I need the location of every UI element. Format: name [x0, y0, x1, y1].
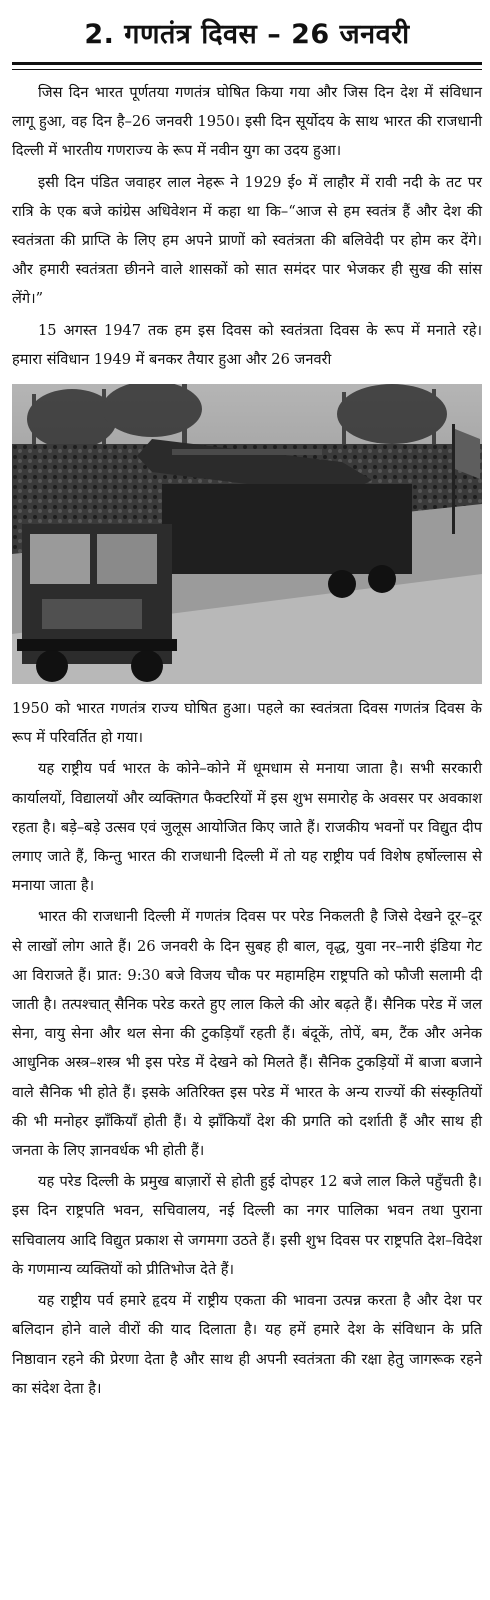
- paragraph-7: यह परेड दिल्ली के प्रमुख बाज़ारों से होती हुई दोपहर 12 बजे लाल किले पहुँचती है। इस दिन राष्ट्रपति भवन, सचिवालय, नई दिल्ली का नगर पालिका भवन तथा पुराना सचिवालय आदि विद्युत प्रकाश से जगमगा उठते हैं। इसी शुभ दिवस पर राष्ट्रपति देश–विदेश के गणमान्य व्यक्तियों को प्रीतिभोज देते हैं।: [12, 1173, 482, 1278]
- title-rule-thin: [12, 69, 482, 70]
- paragraph-4: 1950 को भारत गणतंत्र राज्य घोषित हुआ। पहले का स्वतंत्रता दिवस गणतंत्र दिवस के रूप में परिवर्तित हो गया।: [12, 700, 482, 747]
- paragraph-6: भारत की राजधानी दिल्ली में गणतंत्र दिवस पर परेड निकलती है जिसे देखने दूर–दूर से लाखों लोग आते हैं। 26 जनवरी के दिन सुबह ही बाल, वृद्ध, युवा नर–नारी इंडिया गेट आ विराजते हैं। प्रात: 9:30 बजे विजय चौक पर महामहिम राष्ट्रपति को फौजी सलामी दी जाती है। तत्पश्चात् सैनिक परेड करते हुए लाल किले की ओर बढ़ते हैं। सैनिक परेड में जल सेना, वायु सेना और थल सेना की टुकड़ियाँ रहती हैं। बंदूकें, तोपें, बम, टैंक और अनेक आधुनिक अस्त्र–शस्त्र भी इस परेड में देखने को मिलते हैं। सैनिक टुकड़ियों में बाजा बजाने वाले सैनिक भी होते हैं। इसके अतिरिक्त इस परेड में भारत के अन्य राज्यों की संस्कृतियों की भी मनोहर झाँकियाँ होती हैं। ये झाँकियाँ देश की प्रगति को दर्शाती हैं और साथ ही जनता के लिए ज्ञानवर्धक भी होती हैं।: [12, 908, 482, 1160]
- paragraph-1: जिस दिन भारत पूर्णतया गणतंत्र घोषित किया गया और जिस दिन देश में संविधान लागू हुआ, वह दिन है–26 जनवरी 1950। इसी दिन सूर्योदय के साथ भारत की राजधानी दिल्ली में भारतीय गणराज्य के रूप में नवीन युग का उदय हुआ।: [12, 84, 482, 160]
- essay-title: 2. गणतंत्र दिवस – 26 जनवरी: [84, 19, 410, 50]
- paragraph-5: यह राष्ट्रीय पर्व भारत के कोने–कोने में धूमधाम से मनाया जाता है। सभी सरकारी कार्यालयों, विद्यालयों और व्यक्तिगत फैक्टरियों में इस शुभ समारोह के अवसर पर अवकाश रहता है। बड़े–बड़े उत्सव एवं जुलूस आयोजित किए जाते हैं। राजकीय भवनों पर विद्युत दीप लगाए जाते हैं, किन्तु भारत की राजधानी दिल्ली में तो यह राष्ट्रीय पर्व विशेष हर्षोल्लास से मनाया जाता है।: [12, 760, 482, 895]
- paragraph-3: 15 अगस्त 1947 तक हम इस दिवस को स्वतंत्रता दिवस के रूप में मनाते रहे। हमारा संविधान 1949 में बनकर तैयार हुआ और 26 जनवरी: [12, 321, 482, 368]
- paragraph-2: इसी दिन पंडित जवाहर लाल नेहरू ने 1929 ई० में लाहौर में रावी नदी के तट पर रात्रि के एक बजे कांग्रेस अधिवेशन में कहा था कि–“आज से हम स्वतंत्र हैं और देश की स्वतंत्रता की प्राप्ति के लिए हम अपने प्राणों को स्वतंत्रता की बलिवेदी पर होम कर देंगे। और हमारी स्वतंत्रता छीनने वाले शासकों को सात समंदर पार भेजकर ही सुख की सांस लेंगे।”: [12, 173, 482, 308]
- paragraph-8: यह राष्ट्रीय पर्व हमारे हृदय में राष्ट्रीय एकता की भावना उत्पन्न करता है और देश पर बलिदान होने वाले वीरों की याद दिलाता है। यह हमें हमारे देश के संविधान के प्रति निष्ठावान रहने की प्रेरणा देता है और साथ ही अपनी स्वतंत्रता की रक्षा हेतु जागरूक रहने का संदेश देता है।: [12, 1292, 482, 1397]
- parade-missile-photo: [12, 384, 482, 684]
- title-rule: [12, 62, 482, 65]
- parade-photo-illustration: [12, 384, 482, 684]
